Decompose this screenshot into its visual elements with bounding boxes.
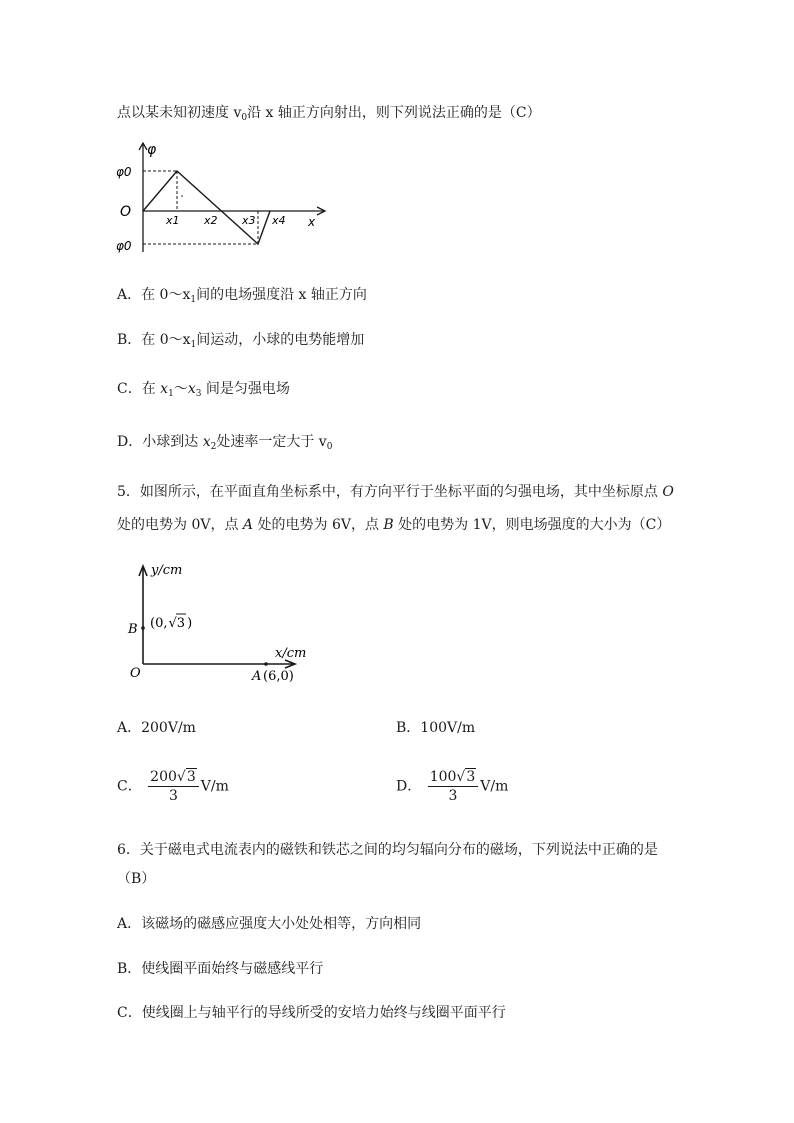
q6-option-b: B．使线圈平面始终与磁感线平行 [117,961,324,977]
origin-label: O [130,666,141,681]
q5-option-c: C． $\frac{200√3}{3}$ V/m [117,769,229,804]
phi0-bottom-label: φ0 [116,239,132,253]
q5-option-d: D． $\frac{100√3}{3}$ V/m [396,769,509,804]
q4-option-b: B．在 $0\sim x_1$间运动，小球的电势能增加 [117,332,365,350]
phi-curve [143,171,270,244]
x1-label: x1 [166,214,180,227]
stray-dot [181,195,183,197]
q6-stem-line1: 6．关于磁电式电流表内的磁铁和铁芯之间的均匀辐向分布的磁场，下列说法中正确的是 [117,842,658,858]
origin-label: O [120,204,132,220]
phi0-top-label: φ0 [116,165,132,179]
q6-option-a: A．该磁场的磁感应强度大小处处相等，方向相同 [117,916,422,932]
q4-option-c: C．在 $x_1\sim x_3$ 间是匀强电场 [117,381,290,399]
y-axis-label: y/cm [151,563,183,578]
q5-coordinate-diagram [118,560,318,685]
q4-option-a: A．在 $0\sim x_1$间的电场强度沿 x 轴正方向 [117,287,367,305]
x3-label: x3 [242,214,256,227]
x4-label: x4 [272,214,286,227]
q4-option-d: D．小球到达 $x_2$处速率一定大于 $v_0$ [117,434,333,452]
b-coordinate: (0,√3 ) [150,616,193,631]
point-b [141,626,145,630]
x-axis-label: x [308,215,316,229]
a-label: A [252,669,262,684]
q5-stem-line2: 处的电势为 0V，点 A 处的电势为 6V，点 B 处的电势为 1V，则电场强度的大小为（C） [117,517,671,533]
q4-potential-graph [112,140,342,260]
q5-option-b: B．100V/m [396,720,476,736]
q4-stem: 点以某未知初速度 $v_0$沿 x 轴正方向射出，则下列说法正确的是（C） [117,105,541,123]
q5-stem-line1: 5．如图所示，在平面直角坐标系中，有方向平行于坐标平面的匀强电场，其中坐标原点 O [117,484,674,500]
x-axis-label: x/cm [275,646,307,661]
q5-option-a: A．200V/m [117,720,196,736]
phi-axis-label: φ [147,142,157,158]
q6-option-c: C．使线圈上与轴平行的导线所受的安培力始终与线圈平面平行 [117,1005,506,1021]
q6-stem-line2: （B） [117,871,156,887]
x2-label: x2 [204,214,218,227]
point-a [264,662,268,666]
a-coordinate: (6,0) [263,669,294,684]
b-label: B [128,622,138,637]
